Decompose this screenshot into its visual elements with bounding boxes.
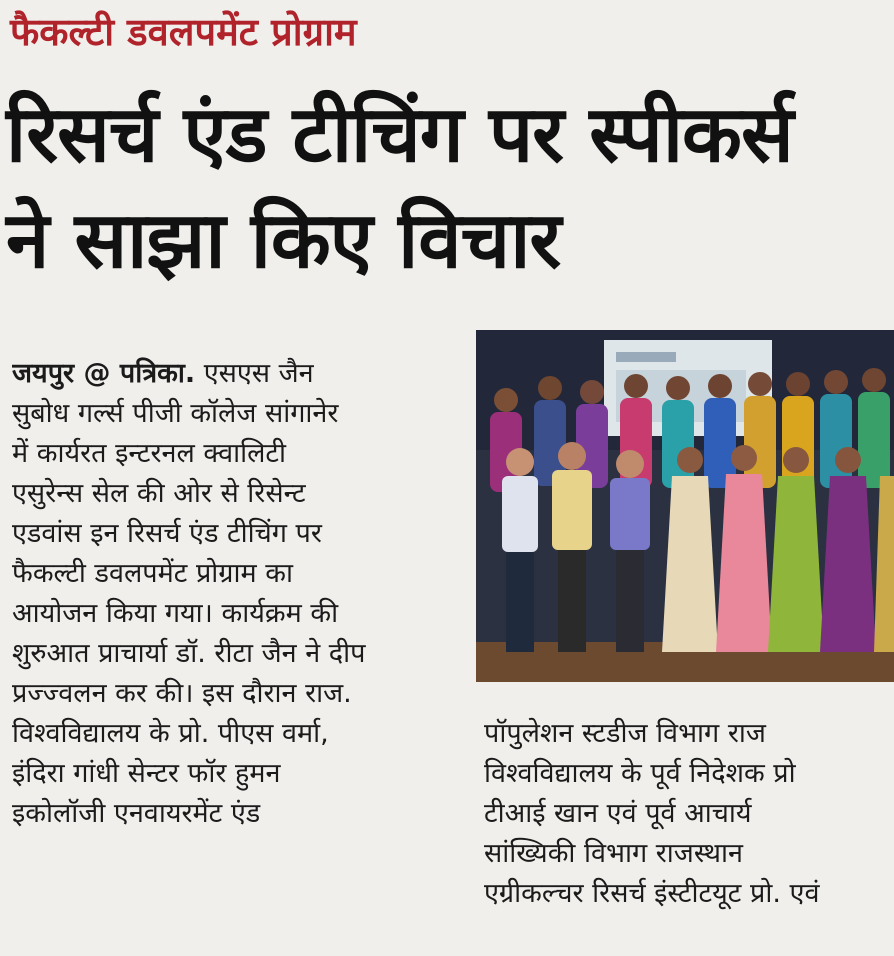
dateline: जयपुर @ पत्रिका. [12, 358, 196, 389]
body-column-right [484, 714, 894, 914]
kicker: फैकल्टी डवलपमेंट प्रोग्राम [10, 10, 357, 54]
body-line: विश्वविद्यालय के पूर्व निदेशक प्रो [484, 758, 796, 789]
body-line: प्रज्ज्वलन कर की। इस दौरान राज. [12, 678, 352, 709]
group-photo [476, 330, 894, 682]
body-line: विश्वविद्यालय के प्रो. पीएस वर्मा, [12, 718, 329, 749]
body-line: शुरुआत प्राचार्या डॉ. रीटा जैन ने दीप [12, 638, 366, 669]
body-line [12, 354, 440, 394]
body-line: आयोजन किया गया। कार्यक्रम की [12, 598, 339, 629]
body-line: एग्रीकल्चर रिसर्च इंस्टीटयूट प्रो. एवं [484, 878, 820, 909]
body-line: में कार्यरत इन्टरनल क्वालिटी [12, 438, 287, 469]
body-line: सांख्यिकी विभाग राजस्थान [484, 838, 744, 869]
body-line: पॉपुलेशन स्टडीज विभाग राज [484, 718, 766, 749]
body-line: सुबोध गर्ल्स पीजी कॉलेज सांगानेर [12, 398, 339, 429]
headline-line: रिसर्च एंड टीचिंग पर स्पीकर्स [6, 90, 793, 180]
body-text: एसएस जैन [203, 358, 314, 389]
headline-line: ने साझा किए विचार [6, 196, 561, 286]
headline [6, 82, 894, 294]
body-line: एडवांस इन रिसर्च एंड टीचिंग पर [12, 518, 322, 549]
body-column-left [12, 354, 440, 834]
body-line: टीआई खान एवं पूर्व आचार्य [484, 798, 752, 829]
body-line: एसुरेन्स सेल की ओर से रिसेन्ट [12, 478, 306, 509]
body-line: इंदिरा गांधी सेन्टर फॉर हुमन [12, 758, 281, 789]
body-line: इकोलॉजी एनवायरमेंट एंड [12, 798, 261, 829]
body-line: फैकल्टी डवलपमेंट प्रोग्राम का [12, 558, 293, 589]
